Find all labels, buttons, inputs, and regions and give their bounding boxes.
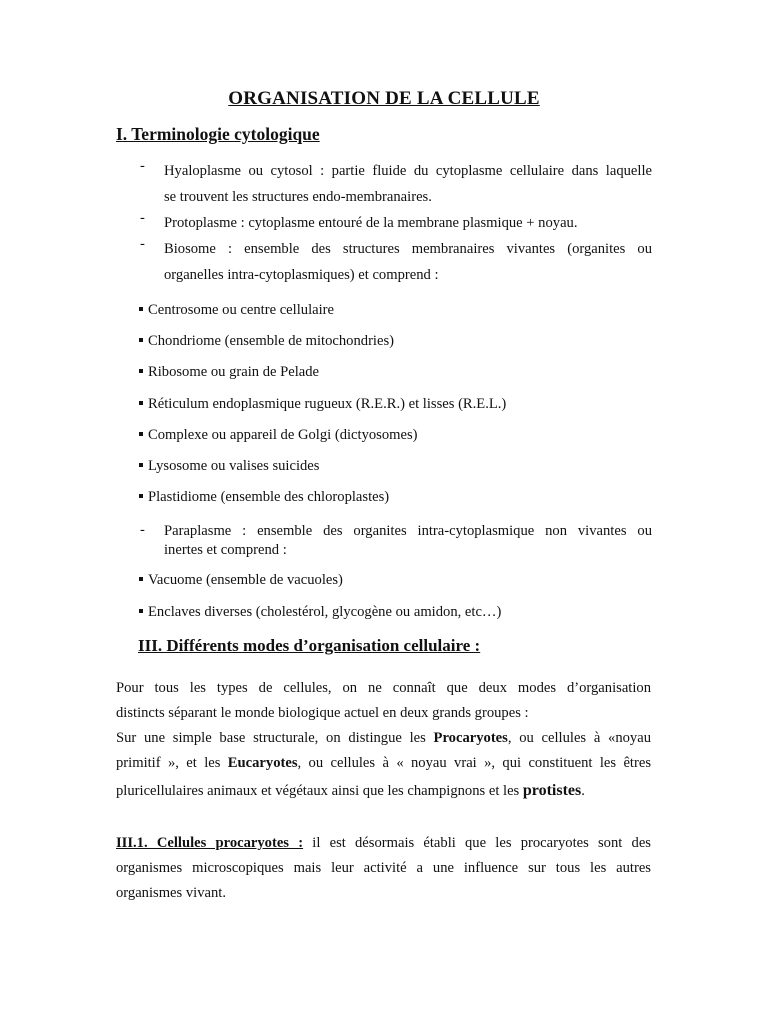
dash-item-protoplasme	[140, 210, 652, 236]
bullet-square-icon	[139, 494, 143, 498]
bullet-square-icon	[139, 432, 143, 436]
dash-item-hyaloplasme	[140, 158, 652, 210]
dash-item-line: Hyaloplasme ou cytosol : partie fluide du cytoplasme cellulaire dans laquelle	[164, 163, 652, 179]
bullet-text: Vacuome (ensemble de vacuoles)	[148, 572, 343, 588]
dash-item-line: Biosome : ensemble des structures membranaires vivantes (organites ou	[164, 241, 652, 257]
subsection-label: III.1. Cellules procaryotes :	[116, 835, 304, 851]
bullet-text: Plastidiome (ensemble des chloroplastes)	[148, 489, 390, 505]
text-run: Sur une simple base structurale, on distingue les	[116, 730, 434, 746]
dash-mark: -	[140, 236, 145, 252]
section-heading-modes: III. Différents modes d’organisation cellulaire :	[138, 636, 481, 655]
dash-mark: -	[140, 158, 145, 174]
bullet-square-icon	[139, 609, 143, 613]
dash-item-line: Paraplasme : ensemble des organites intra-cytoplasmique non vivantes ou	[164, 523, 652, 539]
bullet-item	[139, 427, 418, 444]
dash-item-line: Protoplasme : cytoplasme entouré de la membrane plasmique + noyau.	[164, 215, 578, 231]
dash-item-line: se trouvent les structures endo-membranaires.	[164, 189, 432, 205]
paragraph-modes-intro	[116, 676, 651, 726]
dash-item-biosome	[140, 236, 652, 288]
term-protistes: protistes	[522, 782, 582, 799]
dash-item-line: inertes et comprend :	[164, 542, 287, 558]
bullet-text: Ribosome ou grain de Pelade	[148, 364, 320, 380]
bullet-item	[139, 604, 501, 621]
text-run: pluricellulaires animaux et végétaux ainsi que les champignons et les	[116, 783, 523, 799]
bullet-item	[139, 302, 334, 319]
paragraph-cellules-procaryotes	[116, 831, 651, 906]
bullet-square-icon	[139, 463, 143, 467]
bullet-square-icon	[139, 577, 143, 581]
paragraph-line: Pour tous les types de cellules, on ne connaît que deux modes d’organisation	[116, 680, 651, 696]
bullet-text: Centrosome ou centre cellulaire	[148, 302, 334, 318]
bullet-item	[139, 489, 389, 506]
paragraph-line: organismes vivant.	[116, 885, 226, 901]
dash-item-line: organelles intra-cytoplasmiques) et comprend :	[164, 267, 439, 283]
dash-mark: -	[140, 522, 145, 538]
dash-mark: -	[140, 210, 145, 226]
bullet-text: Complexe ou appareil de Golgi (dictyosomes)	[148, 427, 418, 443]
text-run: il est désormais établi que les procaryotes sont des	[303, 835, 651, 851]
paragraph-line	[116, 778, 651, 804]
term-procaryotes: Procaryotes	[433, 730, 508, 746]
section-heading-terminologie: I. Terminologie cytologique	[116, 124, 320, 144]
bullet-item	[139, 572, 343, 589]
bullet-text: Lysosome ou valises suicides	[148, 458, 320, 474]
text-run: .	[581, 783, 585, 799]
paragraph-procaryotes-eucaryotes	[116, 726, 651, 804]
paragraph-line: distincts séparant le monde biologique actuel en deux grands groupes :	[116, 705, 529, 721]
bullet-text: Enclaves diverses (cholestérol, glycogène ou amidon, etc…)	[148, 604, 502, 620]
bullet-text: Réticulum endoplasmique rugueux (R.E.R.) et lisses (R.E.L.)	[148, 396, 507, 412]
bullet-square-icon	[139, 401, 143, 405]
bullet-text: Chondriome (ensemble de mitochondries)	[148, 333, 395, 349]
bullet-square-icon	[139, 369, 143, 373]
bullet-item	[139, 458, 319, 475]
paragraph-line: organismes microscopiques mais leur activité a une influence sur tous les autres	[116, 860, 651, 876]
text-run: , ou cellules à « noyau vrai », qui constituent les êtres	[297, 755, 652, 771]
paragraph-line	[116, 726, 651, 751]
paragraph-line	[116, 751, 651, 776]
paragraph-line	[116, 831, 651, 856]
text-run: primitif », et les	[116, 755, 228, 771]
bullet-square-icon	[139, 338, 143, 342]
dash-item-paraplasme	[140, 522, 652, 560]
text-run: , ou cellules à «noyau	[507, 730, 651, 746]
bullet-item	[139, 396, 506, 413]
term-eucaryotes: Eucaryotes	[227, 755, 298, 771]
bullet-item	[139, 333, 394, 350]
bullet-square-icon	[139, 307, 143, 311]
page-title: ORGANISATION DE LA CELLULE	[228, 88, 540, 109]
bullet-item	[139, 364, 319, 381]
